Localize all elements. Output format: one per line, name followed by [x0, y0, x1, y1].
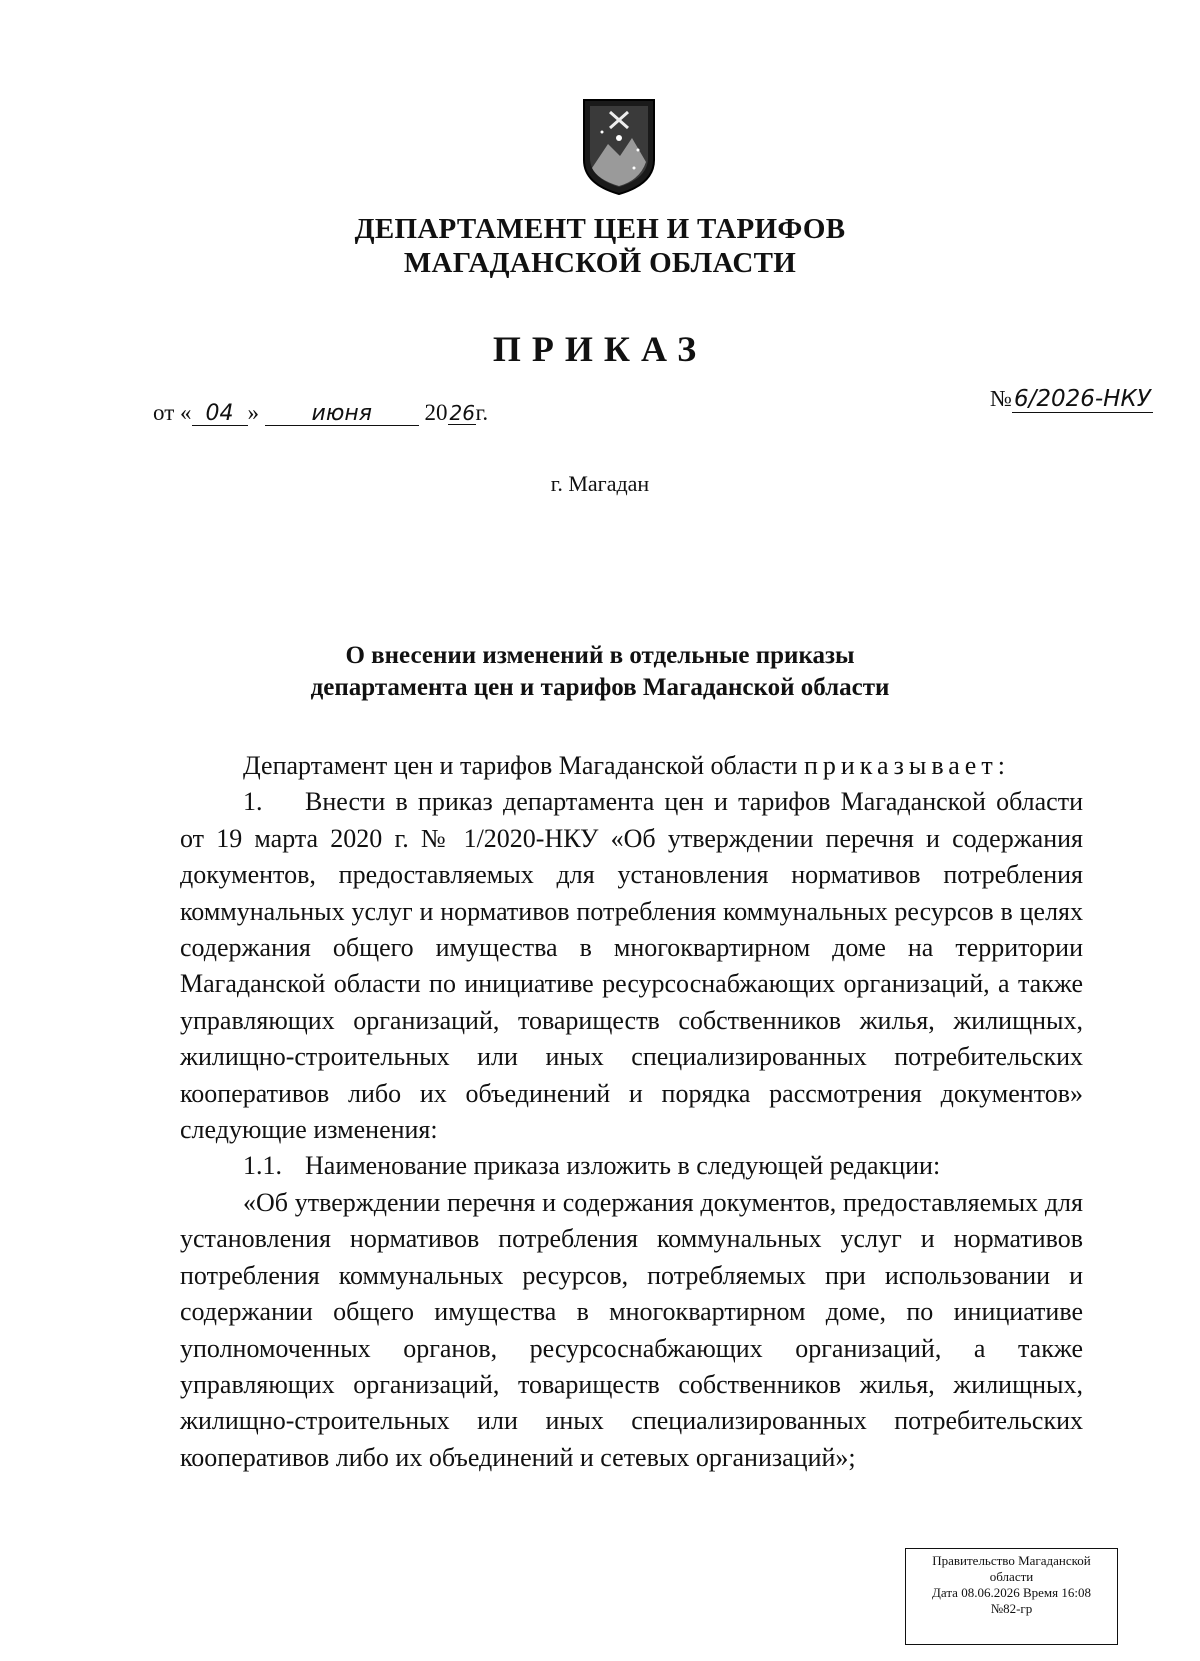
- item-1-1-paragraph: [180, 1148, 1083, 1184]
- intro-text: Департамент цен и тарифов Магаданской области: [243, 751, 804, 780]
- item-1-1-number: 1.1.: [243, 1151, 282, 1181]
- order-date: [153, 400, 488, 426]
- date-year-prefix: 20: [424, 400, 448, 425]
- document-type-title: ПРИКАЗ: [492, 329, 708, 369]
- date-prefix: от «: [153, 400, 192, 425]
- coat-of-arms-emblem: [580, 98, 658, 196]
- date-separator: »: [247, 400, 259, 425]
- item-1-text: Внести в приказ департамента цен и тарифов Магаданской области от 19 марта 2020 г. № 1/2020-НКУ «Об утверждении перечня и содержания документов, предоставляемых для установления нормативов потребления коммунальных услуг и нормативов потребления коммунальных ресурсов в целях содержания общего имущества в многоквартирном доме на территории Магаданской области по инициативе ресурсоснабжающих организаций, а также управляющих организаций, товариществ собственников жилья, жилищных, жилищно-строительных или иных специализированных потребительских кооперативов либо их объединений и порядка рассмотрения документов» следующие изменения:: [180, 787, 1083, 1145]
- date-day-handwritten: 04: [192, 403, 248, 426]
- item-1-1-text: Наименование приказа изложить в следующей редакции:: [305, 1151, 941, 1181]
- number-label: №: [990, 386, 1012, 411]
- item-1-paragraph: [180, 784, 1083, 1148]
- order-body: [180, 748, 1083, 1476]
- intro-decree-word: приказывает:: [803, 751, 1010, 780]
- date-year-handwritten: 26: [449, 401, 475, 425]
- subject-line1: О внесении изменений в отдельные приказы: [345, 642, 855, 669]
- intro-paragraph: [180, 748, 1083, 784]
- stamp-line3: Дата 08.06.2026 Время 16:08: [932, 1585, 1091, 1600]
- item-1-number: 1.: [243, 787, 263, 817]
- order-number: [990, 386, 1153, 413]
- organization-name-line2: МАГАДАНСКОЙ ОБЛАСТИ: [403, 247, 797, 279]
- date-year-end: г.: [475, 400, 489, 425]
- new-title-quote: «Об утверждении перечня и содержания документов, предоставляемых для установления нормативов потребления коммунальных услуг и нормативов потребления коммунальных ресурсов, потребляемых при использовании и содержании общего имущества в многоквартирном доме, по инициативе уполномоченных органов, ресурсоснабжающих организаций, а также управляющих организаций, товариществ собственников жилья, жилищных, жилищно-строительных или иных специализированных потребительских кооперативов либо их объединений и сетевых организаций»;: [180, 1187, 1083, 1472]
- stamp-line2: области: [989, 1569, 1034, 1584]
- registration-stamp: [905, 1548, 1118, 1645]
- subject-line2: департамента цен и тарифов Магаданской области: [310, 674, 890, 701]
- stamp-line1: Правительство Магаданской: [932, 1553, 1091, 1568]
- organization-name-line1: ДЕПАРТАМЕНТ ЦЕН И ТАРИФОВ: [354, 213, 846, 245]
- number-value-handwritten: 6/2026-НКУ: [1013, 386, 1151, 412]
- stamp-line4: №82-гр: [990, 1601, 1033, 1616]
- city-name: г. Магадан: [550, 471, 650, 496]
- date-month-handwritten: июня: [265, 403, 419, 426]
